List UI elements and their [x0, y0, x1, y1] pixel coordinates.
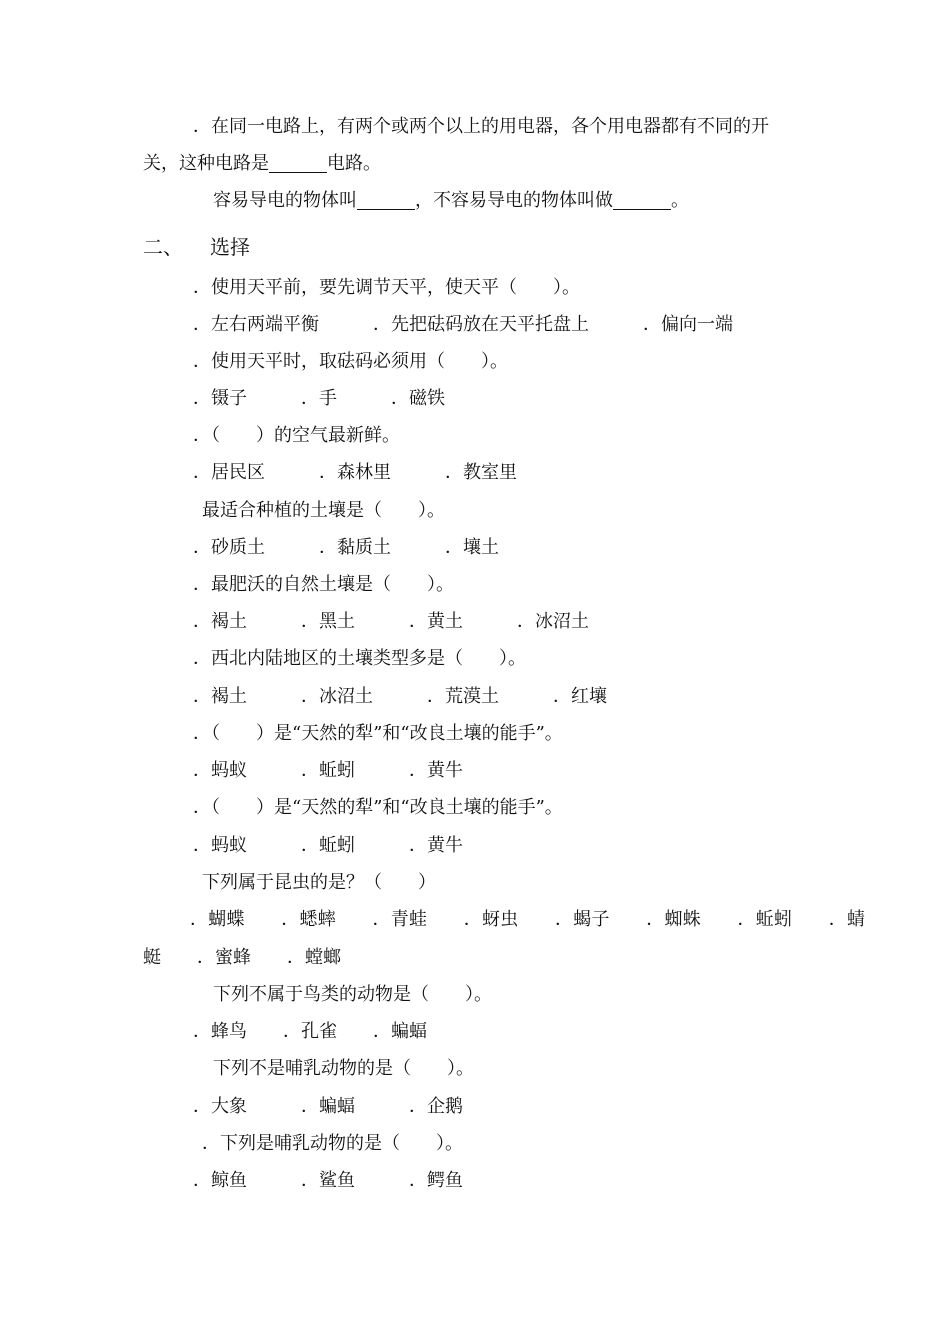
question-line: 最适合种植的土壤是（ ）。	[202, 500, 445, 521]
options-line: ．蜂鸟 ．孔雀 ．蝙蝠	[193, 1021, 427, 1042]
answer-blank[interactable]	[613, 191, 671, 210]
question-line: ．（ ）的空气最新鲜。	[193, 425, 400, 446]
question-line: ．（ ）是“天然的犁”和“改良土壤的能手”。	[193, 797, 563, 818]
question-line: 下列不属于鸟类的动物是（ ）。	[213, 984, 492, 1005]
options-line: ．居民区 ．森林里 ．教室里	[193, 462, 517, 483]
options-line: ．镊子 ．手 ．磁铁	[193, 388, 445, 409]
options-line: ．大象 ．蝙蝠 ．企鹅	[193, 1096, 463, 1117]
options-line: ．蚂蚁 ．蚯蚓 ．黄牛	[193, 835, 463, 856]
options-line: ．蝴蝶 ．蟋蟀 ．青蛙 ．蚜虫 ．蝎子 ．蜘蛛 ．蚯蚓 ．蜻	[190, 909, 866, 930]
options-line: ．褐土 ．冰沼土 ．荒漠土 ．红壤	[193, 686, 607, 707]
fill-in-q1-text-before: 关，这种电路是	[143, 153, 269, 174]
options-line: ．蚂蚁 ．蚯蚓 ．黄牛	[193, 760, 463, 781]
fill-in-q1-text-after: 电路。	[327, 153, 381, 174]
options-line: ．左右两端平衡 ．先把砝码放在天平托盘上 ．偏向一端	[193, 314, 733, 335]
options-line-continued: 蜓 ．蜜蜂 ．螳螂	[143, 947, 341, 968]
fill-in-q2-part2: ，不容易导电的物体叫做	[415, 190, 613, 211]
question-line: ．使用天平前，要先调节天平，使天平（ ）。	[193, 277, 580, 298]
options-line: ．砂质土 ．黏质土 ．壤土	[193, 537, 499, 558]
fill-in-q2-part3: 。	[671, 190, 689, 211]
answer-blank[interactable]	[269, 154, 327, 173]
question-line: ．（ ）是“天然的犁”和“改良土壤的能手”。	[193, 723, 563, 744]
question-line: ．下列是哺乳动物的是（ ）。	[202, 1133, 463, 1154]
fill-in-q2	[213, 190, 689, 212]
options-line: ．褐土 ．黑土 ．黄土 ．冰沼土	[193, 611, 589, 632]
section-number: 二、	[143, 235, 183, 259]
section-title: 选择	[210, 235, 250, 259]
question-line: ．最肥沃的自然土壤是（ ）。	[193, 574, 454, 595]
fill-in-q2-part1: 容易导电的物体叫	[213, 190, 357, 211]
question-line: ．使用天平时，取砝码必须用（ ）。	[193, 351, 508, 372]
fill-in-q1-line2	[143, 153, 381, 175]
options-line: ．鲸鱼 ．鲨鱼 ．鳄鱼	[193, 1170, 463, 1191]
answer-blank[interactable]	[357, 191, 415, 210]
question-line: 下列属于昆虫的是？（ ）	[202, 872, 436, 893]
question-line: 下列不是哺乳动物的是（ ）。	[213, 1058, 474, 1079]
question-line: ．西北内陆地区的土壤类型多是（ ）。	[193, 648, 526, 669]
fill-in-q1-line1: ．在同一电路上，有两个或两个以上的用电器，各个用电器都有不同的开	[193, 116, 769, 137]
